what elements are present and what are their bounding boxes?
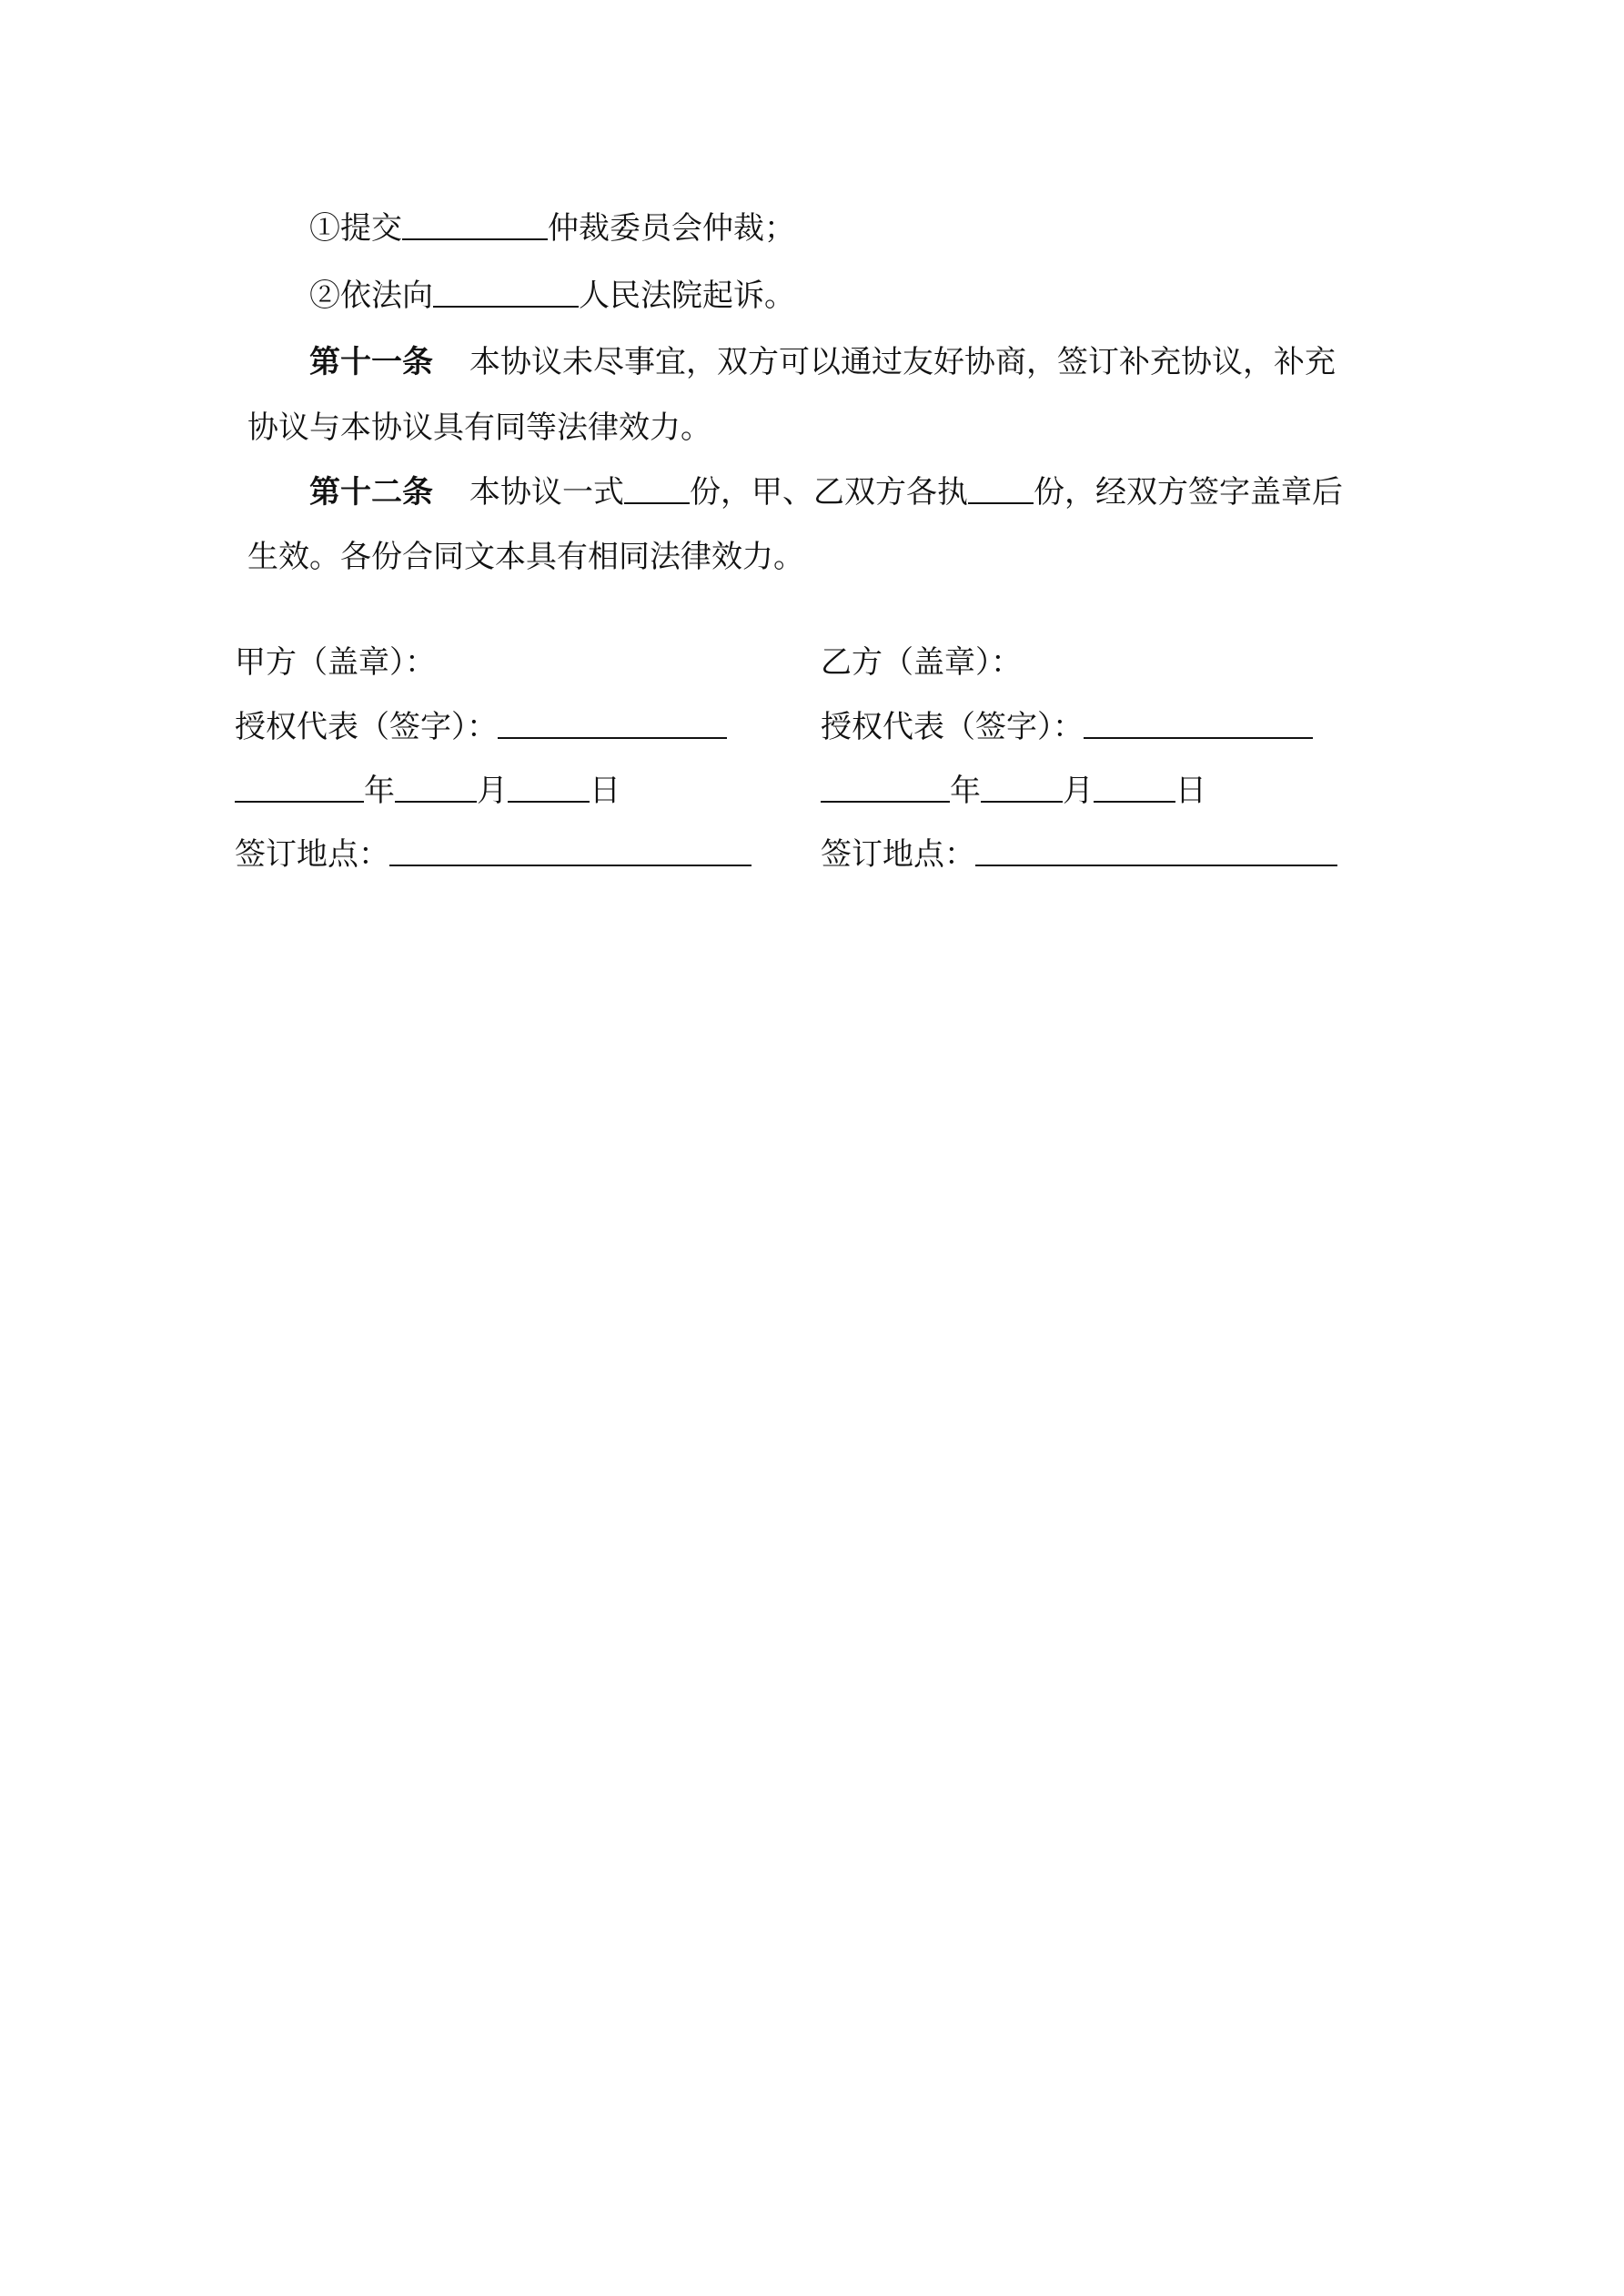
party-b-seal-label: 乙方（盖章）： [821, 644, 1022, 681]
copies-each-blank[interactable] [968, 471, 1034, 504]
article-11-line-1 [309, 342, 1336, 382]
article-12-line-2 [247, 537, 804, 577]
article-12-part-2: 份，甲、乙双方各执 [690, 474, 968, 511]
party-b-year-label: 年 [950, 773, 981, 809]
copies-total-blank[interactable] [624, 471, 690, 504]
party-a-date [235, 770, 620, 811]
party-b-seal [821, 642, 1022, 683]
party-b-place [821, 834, 1337, 875]
article-12-part-3: 份，经双方签字盖章后 [1034, 474, 1343, 511]
party-a-seal-label: 甲方（盖章）： [235, 644, 436, 681]
party-b-rep [821, 706, 1313, 747]
arbitration-commission-blank[interactable] [402, 207, 548, 240]
article-12-heading: 第十二条 [309, 474, 433, 511]
clause-option-1 [309, 207, 795, 248]
party-b-date [821, 770, 1206, 811]
party-a-year-blank[interactable] [235, 770, 364, 803]
party-a-seal [235, 642, 436, 683]
party-a-rep [235, 706, 727, 747]
article-11-text-2: 协议与本协议具有同等法律效力。 [247, 410, 711, 446]
article-11-heading: 第十一条 [309, 344, 433, 380]
party-a-day-label: 日 [590, 773, 620, 809]
party-a-day-blank[interactable] [508, 770, 590, 803]
article-11-text-1: 本协议未尽事宜，双方可以通过友好协商，签订补充协议，补充 [469, 344, 1336, 380]
option-1-prefix: ①提交 [309, 210, 402, 247]
clause-option-2 [309, 275, 795, 316]
party-a-month-blank[interactable] [395, 770, 477, 803]
party-a-rep-label: 授权代表（签字）： [235, 709, 498, 745]
party-b-day-label: 日 [1175, 773, 1206, 809]
party-b-place-blank[interactable] [975, 834, 1337, 866]
party-a-place-blank[interactable] [389, 834, 751, 866]
party-b-day-blank[interactable] [1094, 770, 1175, 803]
option-2-prefix: ②依法向 [309, 278, 433, 314]
article-12-line-1 [309, 471, 1343, 512]
option-2-suffix: 人民法院起诉。 [579, 278, 795, 314]
party-b-year-blank[interactable] [821, 770, 950, 803]
party-b-month-blank[interactable] [981, 770, 1063, 803]
party-a-month-label: 月 [477, 773, 508, 809]
article-12-part-1: 本协议一式 [469, 474, 624, 511]
party-b-rep-label: 授权代表（签字）： [821, 709, 1084, 745]
court-name-blank[interactable] [433, 275, 579, 308]
party-a-place-label: 签订地点： [235, 836, 389, 873]
article-12-text-2: 生效。各份合同文本具有相同法律效力。 [247, 539, 804, 575]
party-a-place [235, 834, 751, 875]
party-a-year-label: 年 [364, 773, 395, 809]
party-b-place-label: 签订地点： [821, 836, 975, 873]
party-b-rep-signature-blank[interactable] [1084, 706, 1313, 739]
article-11-line-2 [247, 408, 711, 448]
party-a-rep-signature-blank[interactable] [498, 706, 727, 739]
option-1-suffix: 仲裁委员会仲裁； [548, 210, 795, 247]
party-b-month-label: 月 [1063, 773, 1094, 809]
